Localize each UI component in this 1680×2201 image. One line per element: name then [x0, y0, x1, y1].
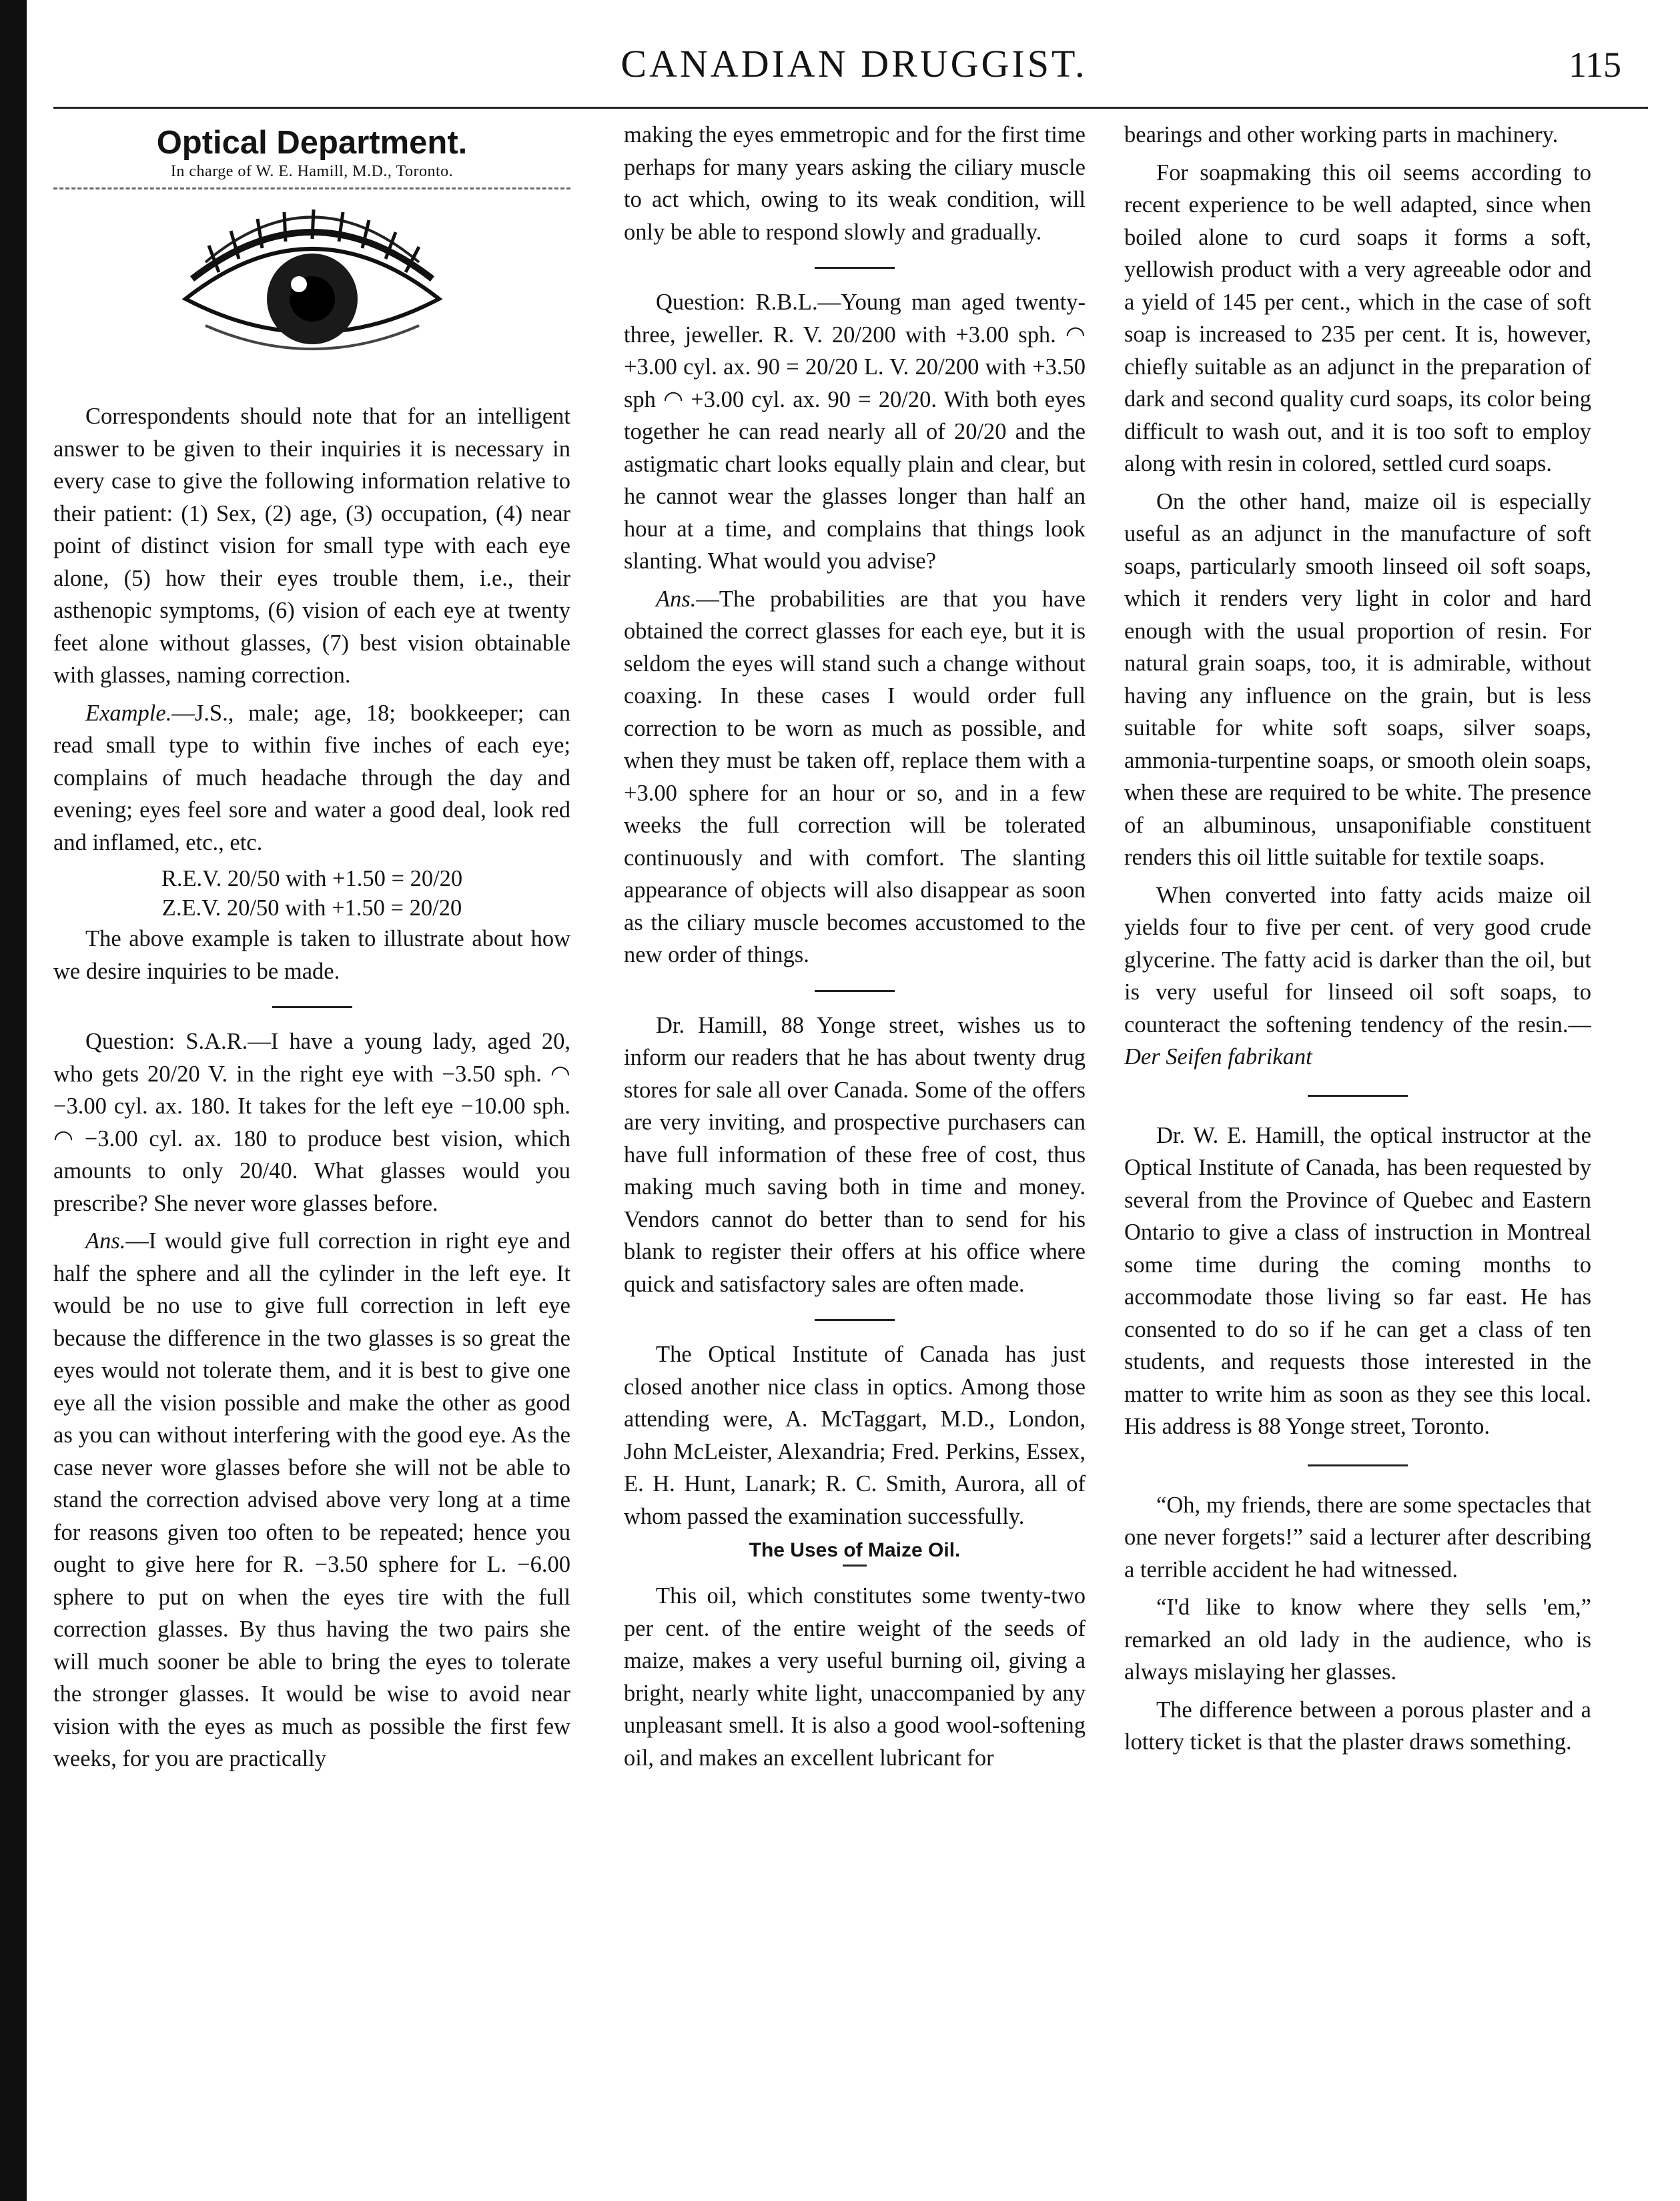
continued-paragraph: bearings and other working parts in machinery. — [1124, 122, 1559, 147]
eye-illustration — [53, 199, 570, 392]
heading-rule — [843, 1565, 867, 1567]
answer-label: Ans. — [85, 1228, 126, 1254]
column-2 — [624, 119, 1086, 2174]
answer-text: —I would give full correction in right eye and half the sphere and all the cylinder in the left eye. It would be no use to give full correction in left eye because the difference in the two glasses is so great the eyes would not tolerate them, and it is best to give one eye all the vision possible and make the other as good as you can without interfering with the good eye. As the case never wore glasses before she will not be able to stand the correction advised above very long at a time for reasons given too often to be repeated; hence you ought to give here for R. −3.50 sphere for L. −6.00 sphere to put on when the eyes tire with the full correction glasses. By thus having the two pairs she will much sooner be able to bring the eyes to tolerate the stronger glasses. It would be wise to avoid near vision with the eyes as much as possible the first few weeks, for you are practically — [53, 1228, 570, 1771]
illustrate-paragraph: The above example is taken to illustrate about how we desire inquiries to be made. — [53, 926, 570, 984]
class-notice: Dr. W. E. Hamill, the optical instructor at the Optical Institute of Canada, has been requested by several from the Province of Quebec and Eastern Ontario to give a class of instruction in Montreal some time during the coming months to accommodate those living so far east. He has consented to do so if he can get a class of ten students, and requests those interested in the matter to write him as soon as they see this local. His address is 88 Yonge street, Toronto. — [1124, 1122, 1591, 1439]
department-byline: In charge of W. E. Hamill, M.D., Toronto. — [170, 163, 454, 180]
other-hand-paragraph: On the other hand, maize oil is especially useful as an adjunct in the manufacture of soft soaps, particularly smooth linseed oil soft soaps, which it renders very light in color and hard enough with the usual proportion of resin. For natural grain soaps, too, it is admirable, without having any influence on the grain, but is less suitable for white soft soaps, silver soaps, ammonia-turpentine soaps, or smooth olein soaps, when these are required to be white. The presence of an albuminous, unsaponifiable constituent renders this oil little suitable for textile soaps. — [1124, 488, 1591, 870]
source-citation: Der Seifen fabrikant — [1124, 1044, 1312, 1069]
answer-paragraph — [53, 1225, 570, 1775]
example-label: Example. — [85, 700, 172, 726]
continued-paragraph: making the eyes emmetropic and for the first time perhaps for many years asking the ciliary muscle to act which, owing to its weak condition, will only be able to respond slowly and gradually. — [624, 122, 1086, 245]
maize-oil-paragraph: This oil, which constitutes some twenty-two per cent. of the entire weight of the seeds of maize, makes a very useful burning oil, giving a bright, nearly white light, unaccompanied by any unpleasant smell. It is also a good wool-softening oil, and makes an excellent lubricant for — [624, 1583, 1086, 1771]
page-binding-edge — [0, 0, 27, 2201]
maize-oil-heading: The Uses of Maize Oil. — [749, 1539, 961, 1561]
question-paragraph: Question: S.A.R.—I have a young lady, aged 20, who gets 20/20 V. in the right eye with −3.50 sph. ◠ −3.00 cyl. ax. 180. It takes for the left eye −10.00 sph. ◠ −3.00 cyl. ax. 180 to produce best vision, which amounts to only 20/40. What glasses would you prescribe? She never wore glasses before. — [53, 1029, 570, 1216]
section-rule — [272, 1006, 352, 1008]
section-rule — [815, 1319, 895, 1321]
fatty-acid-text: When converted into fatty acids maize oil yields four to five per cent. of very good crude glycerine. The fatty acid is darker than the oil, but is very useful for linseed oil soft soaps, to counteract the softening tendency of the resin.— — [1124, 882, 1591, 1037]
joke-paragraph-3: The difference between a porous plaster and a lottery ticket is that the plaster draws something. — [1124, 1697, 1591, 1755]
dashed-divider — [53, 187, 570, 189]
page-number: 115 — [1569, 45, 1621, 85]
joke-paragraph-1: “Oh, my friends, there are some spectacles that one never forgets!” said a lecturer after describing a terrible accident he had witnessed. — [1124, 1492, 1591, 1583]
joke-paragraph-2: “I'd like to know where they sells 'em,” remarked an old lady in the audience, who is always mislaying her glasses. — [1124, 1595, 1591, 1685]
department-title: Optical Department. — [156, 125, 468, 161]
intro-paragraph: Correspondents should note that for an intelligent answer to be given to their inquiries it is necessary in every case to give the following information relative to their patient: (1) Sex, (2) age, (3) occupation, (4) near point of distinct vision for small type with each eye alone, (5) how their eyes trouble them, i.e., their asthenopic symptoms, (6) vision of each eye at twenty feet alone without glasses, (7) best vision obtainable with glasses, naming correction. — [53, 404, 570, 688]
answer-paragraph — [624, 583, 1086, 971]
section-rule — [815, 990, 895, 992]
institute-notice: The Optical Institute of Canada has just closed another nice class in optics. Among those attending were, A. McTaggart, M.D., London, John McLeister, Alexandria; Fred. Perkins, Essex, E. H. Hunt, Lanark; R. C. Smith, Aurora, all of whom passed the examination successfully. — [624, 1342, 1086, 1529]
drug-stores-notice: Dr. Hamill, 88 Yonge street, wishes us to inform our readers that he has about twenty drug stores for sale all over Canada. Some of the offers are very inviting, and prospective purchasers can have full information of these free of cost, thus making much saving both in time and money. Vendors cannot do better than to send for his blank to register their offers at his office where quick and satisfactory sales are often made. — [624, 1012, 1086, 1297]
column-3 — [1124, 119, 1591, 2174]
answer-text: —The probabilities are that you have obtained the correct glasses for each eye, but it is seldom the eyes will stand such a change without coaxing. In these cases I would order full correction to be worn as much as possible, and when they must be taken off, replace them with a +3.00 sphere for an hour or so, and in a few weeks the full correction will be tolerated continuously and with comfort. The slanting appearance of objects will also disappear as soon as the ciliary muscle becomes accustomed to the new order of things. — [624, 586, 1086, 967]
question-paragraph: Question: R.B.L.—Young man aged twenty-three, jeweller. R. V. 20/200 with +3.00 sph. ◠ +3.00 cyl. ax. 90 = 20/20 L. V. 20/200 with +3.50 sph ◠ +3.00 cyl. ax. 90 = 20/20. With both eyes together he can read nearly all of 20/20 and the astigmatic chart looks equally plain and clear, but he cannot wear the glasses longer than half an hour at a time, and complains that things look slanting. What would you advise? — [624, 290, 1086, 574]
header-rule — [53, 107, 1648, 109]
left-eye-vision: Z.E.V. 20/50 with +1.50 = 20/20 — [161, 895, 462, 921]
section-rule — [1308, 1095, 1408, 1097]
running-head — [60, 41, 1648, 101]
fatty-acid-paragraph — [1124, 879, 1591, 1073]
example-text: —J.S., male; age, 18; bookkeeper; can read small type to within five inches of each eye; complains of much headache through the day and evening; eyes feel sore and water a good deal, look red and inflamed, etc., etc. — [53, 700, 570, 855]
example-paragraph — [53, 697, 570, 859]
right-eye-vision: R.E.V. 20/50 with +1.50 = 20/20 — [161, 866, 463, 891]
answer-label: Ans. — [656, 586, 697, 612]
eye-icon — [165, 199, 459, 392]
running-title: CANADIAN DRUGGIST. — [620, 42, 1088, 85]
column-1 — [53, 119, 570, 2174]
section-rule — [1308, 1464, 1408, 1466]
soapmaking-paragraph: For soapmaking this oil seems according to recent experience to be well adapted, since when boiled alone to curd soaps it forms a soft, yellowish product with a very agreeable odor and a yield of 145 per cent., which in the case of soft soap is increased to 235 per cent. It is, however, chiefly suitable as an adjunct in the preparation of dark and second quality curd soaps, its color being difficult to wash out, and it is too soft to employ along with resin in colored, settled curd soaps. — [1124, 159, 1591, 476]
section-rule — [815, 267, 895, 269]
